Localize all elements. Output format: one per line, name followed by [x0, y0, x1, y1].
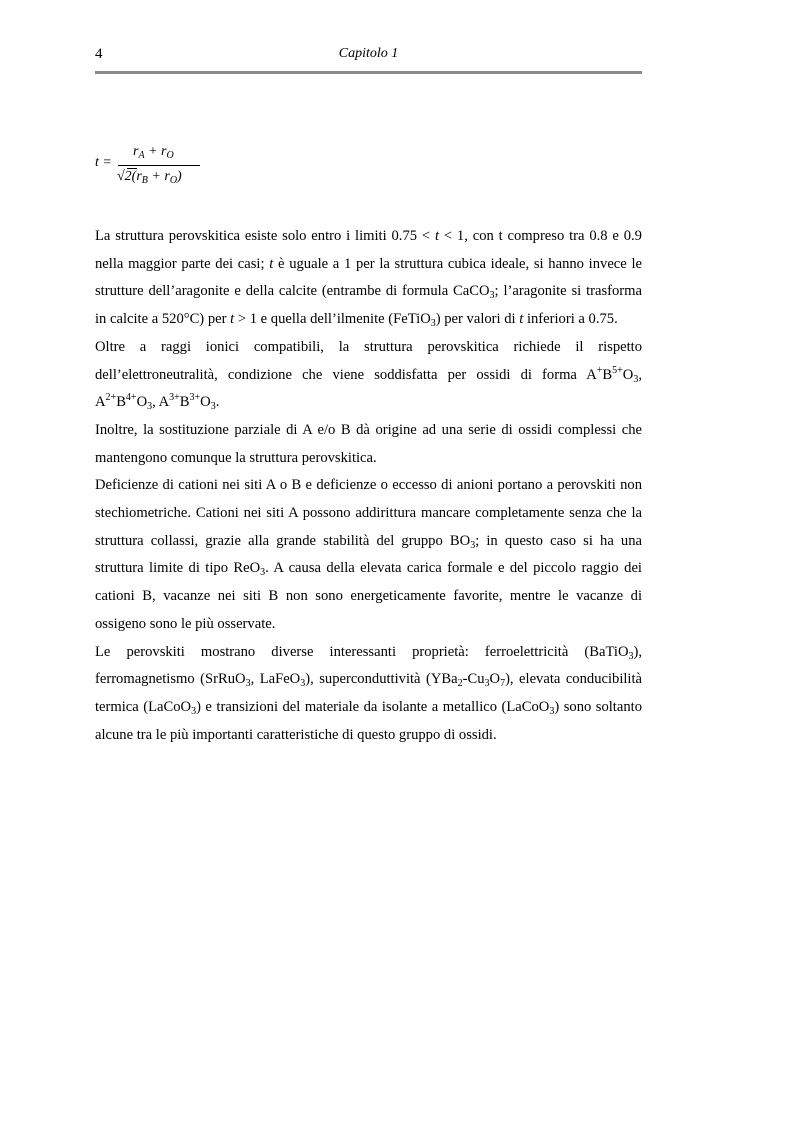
running-header-title: Capitolo 1: [338, 46, 399, 61]
body-text: [95, 223, 642, 749]
paragraph-tolerance-limits: La struttura perovskitica esiste solo entro i limiti 0.75 < t < 1, con t compreso tra 0.8 e 0.9 nella maggior parte dei casi; t è uguale a 1 per la struttura cubica ideale, si hanno invece le strutture dell’aragonite e della calcite (entrambe di formula CaCO$_3$; l’aragonite si trasforma in calcite a 520°C) per t > 1 e quella dell’ilmenite (FeTiO$_3$) per valori di t inferiori a 0.75.: [95, 228, 643, 330]
paragraph-partial-substitution: Inoltre, la sostituzione parziale di A e/o B dà origine ad una serie di ossidi complessi che mantengono comunque la struttura perovskitica.: [95, 421, 642, 466]
paragraph-properties: Le perovskiti mostrano diverse interessanti proprietà: ferroelettricità (BaTiO$_3$), ferromagnetismo (SrRuO$_3$, LaFeO$_3$), superconduttività $(YBa_2-Cu_3O_7)$, elevata conducibilità termica (LaCoO$_3$) e transizioni del materiale da isolante a metallico (LaCoO$_3$) sono soltanto alcune tra le più importanti caratteristiche di questo gruppo di ossidi.: [95, 643, 643, 743]
formula-numerator: $r_A + r_O$: [133, 144, 174, 161]
formula-fraction-bar: [118, 165, 200, 166]
header-rule: [95, 71, 642, 74]
paragraph-electroneutrality: Oltre a raggi ionici compatibili, la struttura perovskitica richiede il rispetto dell’elettroneutralità, condizione che viene soddisfatta per ossidi di forma $A^+B^{5+}O_3$, $A^{2+}B^{4+}O_3$, $A^{3+}B^{3+}O_3$.: [95, 338, 642, 413]
paragraph-deficiencies: Deficienze di cationi nei siti A o B e deficienze o eccesso di anioni portano a perovskiti non stechiometriche. Cationi nei siti A possono addirittura mancare completamente senza che la struttura collassi, grazie alla grande stabilità del gruppo $BO_3$; in questo caso si ha una struttura limite di tipo ReO$_3$. A causa della elevata carica formale e del piccolo raggio dei cationi B, vacanze nei siti B non sono energeticamente favorite, mentre le vacanze di ossigeno sono le più osservate.: [95, 477, 642, 632]
page-number: 4: [95, 46, 103, 62]
formula-lhs: t =: [95, 155, 112, 170]
tolerance-factor-formula: [95, 142, 225, 194]
formula-denominator: $√2(r_B + r_O)$: [117, 169, 182, 186]
